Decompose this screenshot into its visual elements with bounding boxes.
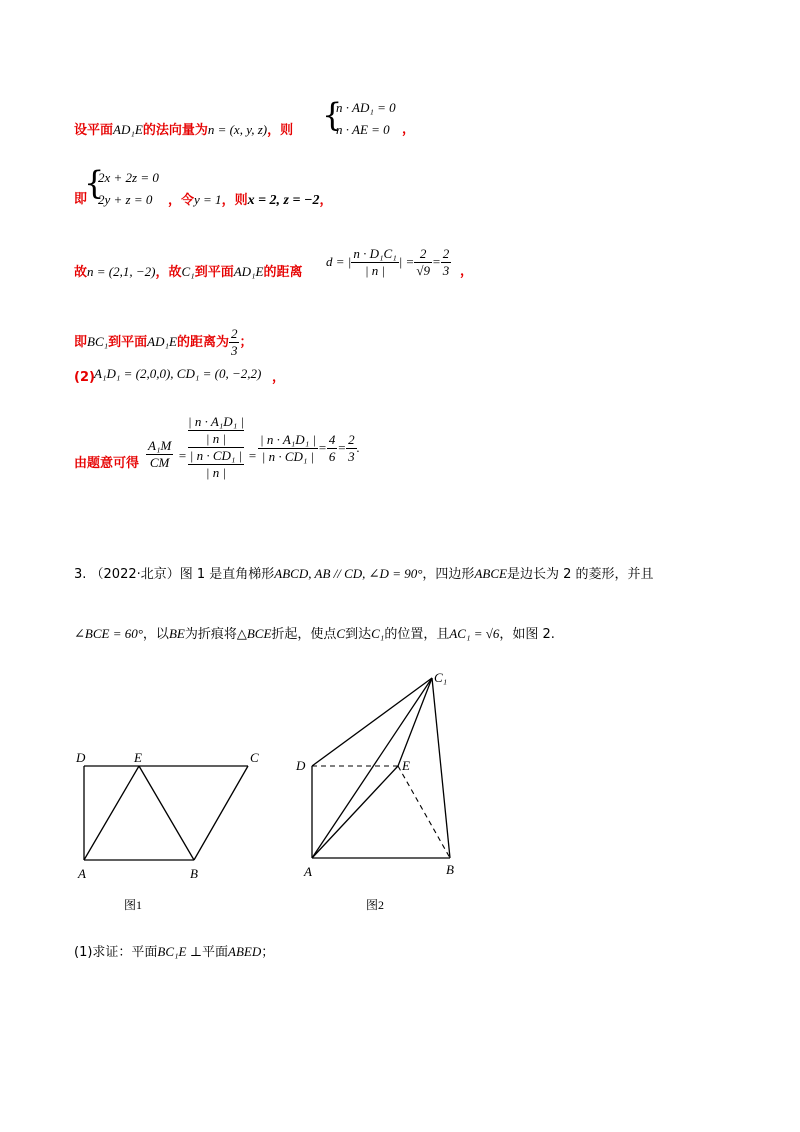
label-C: C <box>250 750 259 765</box>
system-1-eq1: n · AD₁ = 0 <box>336 100 396 115</box>
figure-1-caption: 图1 <box>124 898 143 912</box>
edge-BC <box>194 766 248 860</box>
solution-line-5-end: ， <box>272 370 286 385</box>
system-2-eq2: 2y + z = 0 <box>98 192 153 207</box>
problem-line-2: ∠BCE = 60°，以BE为折痕将△BCE折起，使点C到达C₁的位置，且AC₁ = √6，如图 2. <box>74 626 555 642</box>
label-C1: C₁ <box>434 670 448 685</box>
solution-line-4: 即BC₁到平面AD₁E的距离为 $\frac{2}{3}$ ； <box>74 326 253 358</box>
label-B: B <box>446 862 454 877</box>
label-A: A <box>78 866 86 881</box>
solution-line-2-b: ，令y = 1，则x = 2, z = −2， <box>168 192 333 208</box>
problem-line-1: 3. （2022·北京）图 1 是直角梯形ABCD, AB // CD, ∠D = 90°，四边形ABCE是边长为 2 的菱形，并且 <box>74 566 654 582</box>
ratio-big-fraction: | n · A₁D₁ | | n | | n · CD₁ | | n | <box>188 414 245 480</box>
question-1: (1)求证：平面BC₁E ⊥平面ABED； <box>74 944 275 960</box>
system-2-eq1: 2x + 2z = 0 <box>98 170 159 185</box>
vector-coords: A₁D₁ = (2,0,0), CD₁ = (0, −2,2) <box>94 366 262 381</box>
system-brace-2: { <box>84 164 105 202</box>
label-D: D <box>76 750 86 765</box>
figure-2-caption: 图2 <box>366 898 385 912</box>
edge-EB <box>139 766 194 860</box>
solution-line-3: 故n = (2,1, −2)，故C₁到平面AD₁E的距离 <box>74 264 303 280</box>
label-B: B <box>190 866 198 881</box>
figure-1-trapezoid <box>70 740 280 890</box>
ratio-eq2: = <box>248 448 257 463</box>
solution-line-1: 设平面AD₁E的法向量为n = (x, y, z)，则 <box>74 122 294 138</box>
label-E: E <box>402 758 410 773</box>
system-1-eq2: n · AE = 0 <box>336 122 390 137</box>
ratio-eq1: = <box>178 448 187 463</box>
ratio-f2: $\frac{\text{| n · A₁D₁ |}}{\text{| n · CD₁ |}}$ = $\frac{4}{6}$ = $\frac{2}{3}$ . <box>260 432 360 464</box>
solution-line-5: (2) <box>74 370 95 385</box>
solution-line-1-end: ， <box>402 122 416 137</box>
label-A: A <box>304 864 312 879</box>
edge-AC1 <box>312 678 432 858</box>
solution-line-2-a: 即 <box>74 192 88 207</box>
edge-AE <box>312 766 398 858</box>
edge-AE <box>84 766 139 860</box>
system-brace-1: { <box>322 96 343 134</box>
ratio-lhs: $\frac{\text{A₁M}}{CM}$ <box>148 438 172 470</box>
solution-line-3-end: ， <box>460 264 474 279</box>
distance-formula: d = | $\frac{\text{n · D₁C₁}}{| n |}$ | = $\frac{2}{√9}$ = $\frac{2}{3}$ <box>326 246 450 278</box>
solution-line-6-a: 由题意可得 <box>74 456 140 471</box>
label-E: E <box>134 750 142 765</box>
figure-2-folded <box>290 668 470 890</box>
label-D: D <box>296 758 306 773</box>
edge-DC1 <box>312 678 432 766</box>
